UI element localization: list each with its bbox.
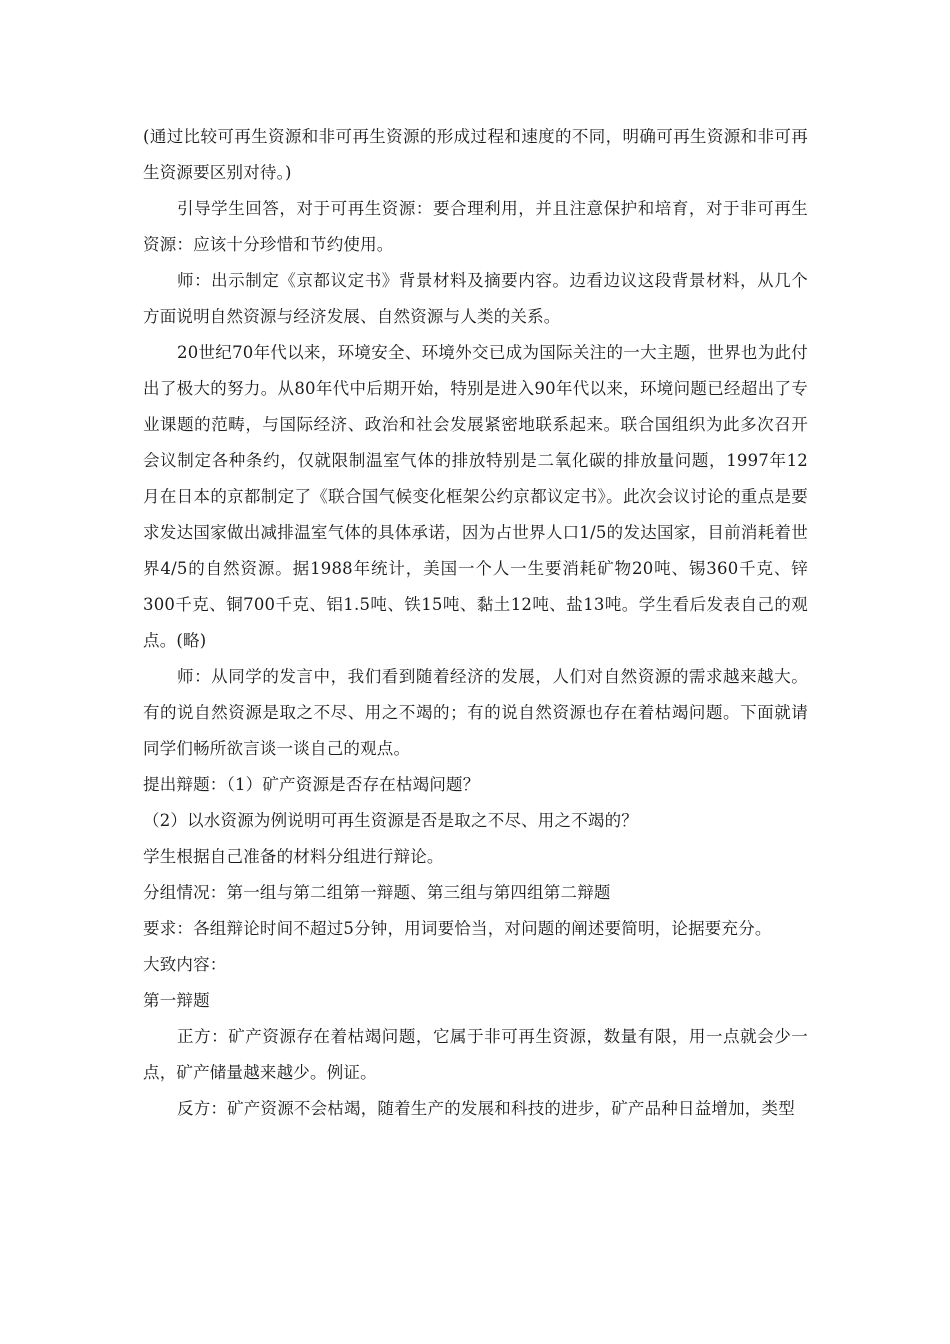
paragraph-kyoto-intro: 师：出示制定《京都议定书》背景材料及摘要内容。边看边议这段背景材料，从几个方面说明自然资源与经济发展、自然资源与人类的关系。 (143, 271, 808, 326)
paragraph-con-side: 反方：矿产资源不会枯竭，随着生产的发展和科技的进步，矿产品种日益增加，类型 (177, 1099, 795, 1118)
paragraph-pro-side: 正方：矿产资源存在着枯竭问题，它属于非可再生资源，数量有限，用一点就会少一点，矿产储量越来越少。例证。 (143, 1027, 808, 1082)
paragraph-first-topic-heading: 第一辩题 (143, 991, 210, 1010)
paragraph-comparison-note: (通过比较可再生资源和非可再生资源的形成过程和速度的不同，明确可再生资源和非可再生资源要区别对待。) (143, 127, 808, 182)
paragraph-group-debate: 学生根据自己准备的材料分组进行辩论。 (143, 847, 444, 866)
paragraph-guide-answer: 引导学生回答，对于可再生资源：要合理利用，并且注意保护和培育，对于非可再生资源：应该十分珍惜和节约使用。 (143, 199, 808, 254)
paragraph-debate-topic-2: （2）以水资源为例说明可再生资源是否是取之不尽、用之不竭的？ (143, 811, 638, 830)
paragraph-teacher-summary: 师：从同学的发言中，我们看到随着经济的发展，人们对自然资源的需求越来越大。有的说自然资源是取之不尽、用之不竭的；有的说自然资源也存在着枯竭问题。下面就请同学们畅所欲言谈一谈自己的观点。 (143, 667, 808, 758)
paragraph-outline-heading: 大致内容： (143, 955, 227, 974)
paragraph-debate-topic-1: 提出辩题：（1）矿产资源是否存在枯竭问题？ (143, 775, 480, 794)
paragraph-grouping: 分组情况：第一组与第二组第一辩题、第三组与第四组第二辩题 (143, 883, 611, 902)
paragraph-requirements: 要求：各组辩论时间不超过5分钟，用词要恰当，对问题的阐述要简明，论据要充分。 (143, 919, 772, 938)
document-body (143, 119, 808, 1127)
paragraph-kyoto-background: 20世纪70年代以来，环境安全、环境外交已成为国际关注的一大主题，世界也为此付出了极大的努力。从80年代中后期开始，特别是进入90年代以来，环境问题已经超出了专业课题的范畴，与国际经济、政治和社会发展紧密地联系起来。联合国组织为此多次召开会议制定各种条约，仅就限制温室气体的排放特别是二氧化碳的排放量问题，1997年12月在日本的京都制定了《联合国气候变化框架公约京都议定书》。此次会议讨论的重点是要求发达国家做出减排温室气体的具体承诺，因为占世界人口1/5的发达国家，目前消耗着世界4/5的自然资源。据1988年统计，美国一个人一生要消耗矿物20吨、锡360千克、锌300千克、铜700千克、铝1.5吨、铁15吨、黏土12吨、盐13吨。学生看后发表自己的观点。(略) (143, 343, 808, 650)
